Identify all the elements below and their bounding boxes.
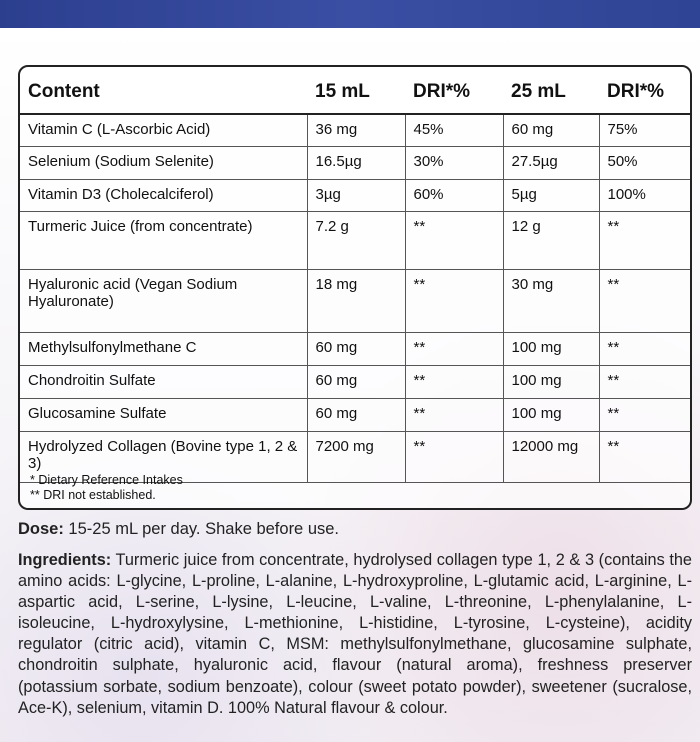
row-15ml: 3µg [307, 180, 405, 212]
footnote-dri: * Dietary Reference Intakes [30, 473, 183, 487]
row-dri-25ml: ** [599, 432, 690, 483]
header-25ml: 25 mL [503, 67, 599, 114]
row-dri-25ml: 50% [599, 147, 690, 180]
ingredients-value: Turmeric juice from concentrate, hydrolysed collagen type 1, 2 & 3 (contains the amino acids: L-glycine, L-proline, L-alanine, L-hydroxyproline, L-glutamic acid, L-arginine, L-aspartic acid, L-serine, L-lysine, L-leucine, L-valine, L-threonine, L-phenylalanine, L-isoleucine, L-hydroxylysine, L-methionine, L-histidine, L-tyrosine, L-cysteine), acidity regulator (citric acid), vitamin C, MSM: methylsulfonylmethane, glucosamine sulphate, chondroitin sulphate, hyaluronic acid, flavour (natural aroma), freshness preserver (potassium sorbate, sodium benzoate), colour (sweet potato powder), sweetener (sucralose, Ace-K), selenium, vitamin D. 100% Natural flavour & colour. [18, 551, 692, 717]
row-15ml: 36 mg [307, 114, 405, 147]
table-row [20, 399, 690, 432]
label-panel [0, 28, 700, 742]
row-dri-25ml: ** [599, 333, 690, 366]
nutrition-grid [20, 67, 690, 483]
table-row [20, 147, 690, 180]
table-row [20, 270, 690, 333]
row-15ml: 60 mg [307, 399, 405, 432]
row-dri-15ml: ** [405, 366, 503, 399]
row-dri-15ml: 30% [405, 147, 503, 180]
table-footnotes [30, 473, 183, 503]
row-dri-15ml: ** [405, 432, 503, 483]
row-15ml: 60 mg [307, 366, 405, 399]
row-dri-15ml: ** [405, 333, 503, 366]
row-dri-15ml: 45% [405, 114, 503, 147]
row-15ml: 18 mg [307, 270, 405, 333]
row-25ml: 100 mg [503, 366, 599, 399]
row-name: Turmeric Juice (from concentrate) [20, 212, 307, 270]
row-25ml: 5µg [503, 180, 599, 212]
header-dri-25ml: DRI*% [599, 67, 690, 114]
row-name: Methylsulfonylmethane C [20, 333, 307, 366]
row-dri-25ml: ** [599, 212, 690, 270]
row-name: Vitamin D3 (Cholecalciferol) [20, 180, 307, 212]
row-dri-15ml: ** [405, 270, 503, 333]
row-name: Hyaluronic acid (Vegan Sodium Hyaluronate) [20, 270, 307, 333]
row-dri-15ml: ** [405, 212, 503, 270]
ingredients-text [18, 550, 692, 719]
nutrition-table [18, 65, 692, 510]
row-dri-15ml: ** [405, 399, 503, 432]
row-name: Chondroitin Sulfate [20, 366, 307, 399]
row-dri-25ml: 75% [599, 114, 690, 147]
ingredients-label: Ingredients: [18, 551, 112, 569]
header-band [0, 0, 700, 28]
row-25ml: 100 mg [503, 333, 599, 366]
row-dri-15ml: 60% [405, 180, 503, 212]
row-dri-25ml: ** [599, 399, 690, 432]
table-row [20, 366, 690, 399]
row-25ml: 30 mg [503, 270, 599, 333]
row-name: Glucosamine Sulfate [20, 399, 307, 432]
row-25ml: 27.5µg [503, 147, 599, 180]
row-25ml: 12000 mg [503, 432, 599, 483]
table-row [20, 114, 690, 147]
dose-text [18, 520, 339, 539]
table-row [20, 333, 690, 366]
row-name: Vitamin C (L-Ascorbic Acid) [20, 114, 307, 147]
row-dri-25ml: 100% [599, 180, 690, 212]
row-15ml: 16.5µg [307, 147, 405, 180]
row-25ml: 100 mg [503, 399, 599, 432]
row-name: Selenium (Sodium Selenite) [20, 147, 307, 180]
row-15ml: 60 mg [307, 333, 405, 366]
row-dri-25ml: ** [599, 270, 690, 333]
header-dri-15ml: DRI*% [405, 67, 503, 114]
row-15ml: 7.2 g [307, 212, 405, 270]
dose-label: Dose: [18, 520, 64, 538]
header-content: Content [20, 67, 307, 114]
row-name: Hydrolyzed Collagen (Bovine type 1, 2 & 3) [20, 432, 307, 483]
header-15ml: 15 mL [307, 67, 405, 114]
table-row [20, 180, 690, 212]
dose-value: 15-25 mL per day. Shake before use. [63, 520, 340, 538]
footnote-not-established: ** DRI not established. [30, 488, 156, 502]
row-dri-25ml: ** [599, 366, 690, 399]
row-15ml: 7200 mg [307, 432, 405, 483]
row-25ml: 60 mg [503, 114, 599, 147]
row-25ml: 12 g [503, 212, 599, 270]
table-header-row [20, 67, 690, 114]
table-row [20, 212, 690, 270]
